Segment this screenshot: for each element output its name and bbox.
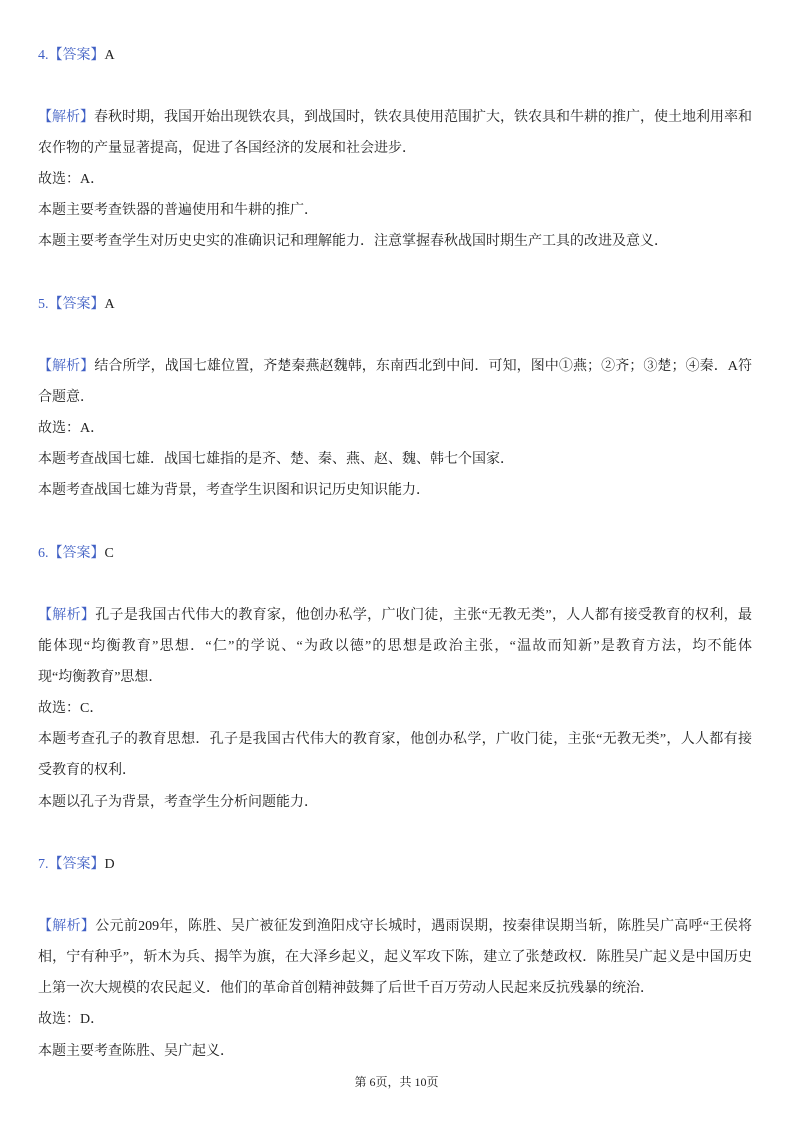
answer-label: 【答案】	[48, 296, 105, 312]
choice-statement: 故选：C．	[38, 701, 104, 717]
explanation-note: 本题主要考查学生对历史史实的准确识记和理解能力．注意掌握春秋战国时期生产工具的改进及意义．	[38, 234, 668, 250]
explanation-note	[38, 724, 752, 786]
explanation-note: 本题考查战国七雄．战国七雄指的是齐、楚、秦、燕、赵、魏、韩七个国家．	[38, 452, 514, 468]
answer-label: 【答案】	[48, 47, 105, 63]
answer-value: C	[104, 545, 114, 561]
answer-value: D	[104, 856, 115, 872]
choice-statement: 故选：D．	[38, 1012, 105, 1028]
analysis-line: 能体现“均衡教育”思想．“仁”的学说、“为政以德”的思想是政治主张，“温故而知新”是教育方法，均不能体	[38, 638, 752, 654]
page-footer: 第 6页，共 10页	[354, 1075, 439, 1089]
analysis-label: 【解析】	[38, 607, 96, 623]
analysis-paragraph	[38, 102, 752, 164]
explanation-note: 本题主要考查铁器的普遍使用和牛耕的推广．	[38, 203, 318, 219]
analysis-label: 【解析】	[38, 358, 95, 374]
analysis-paragraph	[38, 351, 752, 413]
analysis-label: 【解析】	[38, 919, 96, 934]
answer-header	[38, 538, 752, 569]
choice-statement: 故选：A．	[38, 172, 105, 187]
analysis-line: 上第一次大规模的农民起义．他们的革命首创精神鼓舞了后世千百万劳动人民起来反抗残暴的统治．	[38, 981, 654, 997]
answer-header	[38, 40, 752, 71]
question-4-solution	[38, 40, 752, 258]
analysis-line	[38, 600, 752, 631]
analysis-text: 公元前209年，陈胜、吴广被征发到渔阳戍守长城时，遇雨误期，按秦律误期当斩，陈胜吴广高呼“王侯将	[95, 919, 752, 934]
analysis-line	[38, 102, 752, 133]
explanation-note: 本题以孔子为背景，考查学生分析问题能力．	[38, 794, 318, 810]
analysis-line: 现“均衡教育”思想．	[38, 670, 163, 685]
question-7-solution	[38, 849, 752, 1067]
question-5-solution	[38, 289, 752, 507]
choice-statement: 故选：A．	[38, 421, 105, 436]
question-6-solution	[38, 538, 752, 818]
analysis-paragraph	[38, 600, 752, 693]
analysis-line: 合题意．	[38, 389, 94, 405]
answer-value: A	[104, 296, 115, 312]
question-number: 5.	[38, 296, 49, 312]
explanation-note: 本题主要考查陈胜、吴广起义．	[38, 1043, 234, 1059]
question-number: 7.	[38, 856, 49, 872]
analysis-line: 农作物的产量显著提高，促进了各国经济的发展和社会进步．	[38, 140, 416, 156]
explanation-note-line: 受教育的权利．	[38, 763, 136, 779]
analysis-text: 孔子是我国古代伟大的教育家，他创办私学，广收门徒，主张“无教无类”，人人都有接受教育的权利，最	[95, 607, 752, 623]
analysis-paragraph	[38, 911, 752, 1004]
answer-header	[38, 289, 752, 320]
analysis-line	[38, 911, 752, 942]
answer-header	[38, 849, 752, 880]
analysis-line	[38, 351, 752, 382]
question-number: 4.	[38, 47, 49, 63]
analysis-text: 结合所学，战国七雄位置，齐楚秦燕赵魏韩，东南西北到中间．可知，图中①燕；②齐；③楚；④秦．A符	[94, 358, 752, 374]
analysis-text: 春秋时期，我国开始出现铁农具，到战国时，铁农具使用范围扩大，铁农具和牛耕的推广，使土地利用率和	[94, 109, 752, 125]
answer-label: 【答案】	[48, 856, 105, 872]
explanation-note: 本题考查战国七雄为背景，考查学生识图和识记历史知识能力．	[38, 483, 430, 499]
analysis-label: 【解析】	[38, 109, 94, 125]
answer-value: A	[104, 47, 115, 63]
explanation-note-line: 本题考查孔子的教育思想．孔子是我国古代伟大的教育家，他创办私学，广收门徒，主张“无教无类”，人人都有接	[38, 732, 752, 748]
analysis-line: 相，宁有种乎”，斩木为兵、揭竿为旗，在大泽乡起义，起义军攻下陈，建立了张楚政权．陈胜吴广起义是中国历史	[38, 950, 752, 966]
answer-label: 【答案】	[48, 545, 105, 561]
answer-content	[38, 40, 752, 1067]
question-number: 6.	[38, 545, 49, 561]
